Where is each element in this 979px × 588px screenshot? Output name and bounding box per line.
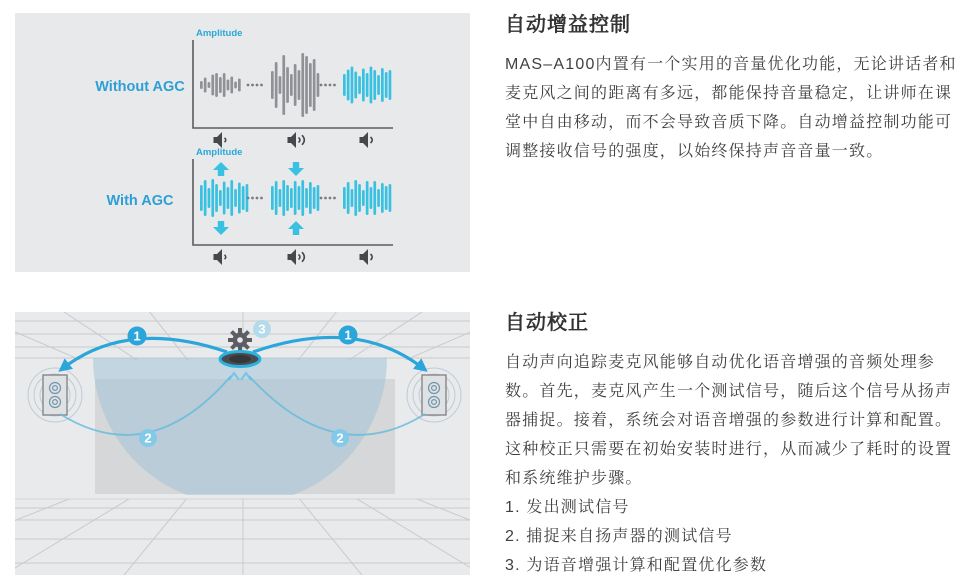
- agc-text-section: [505, 8, 967, 166]
- volume-medium-icon: [360, 132, 373, 148]
- with-agc-label: With AGC: [106, 193, 174, 209]
- waveform-steady-output: [343, 180, 391, 216]
- step2-badge: [139, 429, 157, 447]
- waveform-attenuated-output: [271, 180, 319, 216]
- volume-low-icon: [214, 249, 226, 265]
- calibration-steps: [505, 493, 967, 580]
- volume-low-icon: [214, 132, 226, 148]
- step1-badge: [339, 326, 358, 345]
- waveform-quiet-input: [200, 73, 241, 97]
- gain-down-arrow: [288, 162, 304, 176]
- step3-badge: [253, 320, 271, 338]
- agc-diagram-panel: [15, 13, 470, 272]
- gain-up-arrow: [213, 162, 229, 176]
- amplitude-axis-label-2: Amplitude: [196, 147, 243, 158]
- left-speaker: [28, 368, 82, 422]
- ceiling-mic: [220, 352, 260, 367]
- right-speaker: [407, 368, 461, 422]
- waveform-medium-input: [343, 67, 391, 104]
- waveform-loud-input: [271, 53, 319, 117]
- svg-text:1: 1: [344, 327, 352, 343]
- gear-icon: [228, 328, 252, 352]
- step-item: 1. 发出测试信号: [505, 499, 630, 516]
- volume-medium-icon: [360, 249, 373, 265]
- without-agc-label: Without AGC: [95, 79, 185, 95]
- gain-down-arrow: [213, 221, 229, 235]
- step-item: 2. 捕捉来自扬声器的测试信号: [505, 528, 733, 545]
- section-title-agc: 自动增益控制: [505, 14, 631, 36]
- step-item: 3. 为语音增强计算和配置优化参数: [505, 557, 768, 574]
- gain-up-arrow: [288, 221, 304, 235]
- volume-high-icon: [288, 132, 305, 148]
- svg-text:1: 1: [133, 328, 141, 344]
- calibration-room-diagram: [15, 312, 470, 575]
- section-title-calibration: 自动校正: [505, 312, 589, 334]
- calibration-diagram-panel: [15, 312, 470, 575]
- amplitude-axis-label-1: Amplitude: [196, 28, 243, 39]
- section-body-calibration: 自动声向追踪麦克风能够自动优化语音增强的音频处理参数。首先，麦克风产生一个测试信号，随后这个信号从扬声器捕捉。接着，系统会对语音增强的参数进行计算和配置。这种校正只需要在初始安装时进行，从而减少了耗时的设置和系统维护步骤。: [505, 354, 953, 487]
- waveform-boosted-output: [200, 179, 248, 217]
- svg-text:2: 2: [336, 430, 344, 446]
- step1-badge: [128, 327, 147, 346]
- agc-diagram: [15, 13, 470, 272]
- step2-badge: [331, 429, 349, 447]
- svg-text:2: 2: [144, 430, 152, 446]
- section-body-agc: MAS–A100内置有一个实用的音量优化功能，无论讲话者和麦克风之间的距离有多远，都能保持音量稳定，让讲师在课堂中自由移动，而不会导致音质下降。自动增益控制功能可调整接收信号的强度，以始终保持声音音量一致。: [505, 56, 957, 160]
- volume-high-icon: [288, 249, 305, 265]
- svg-text:3: 3: [258, 321, 266, 337]
- calibration-text-section: [505, 306, 967, 580]
